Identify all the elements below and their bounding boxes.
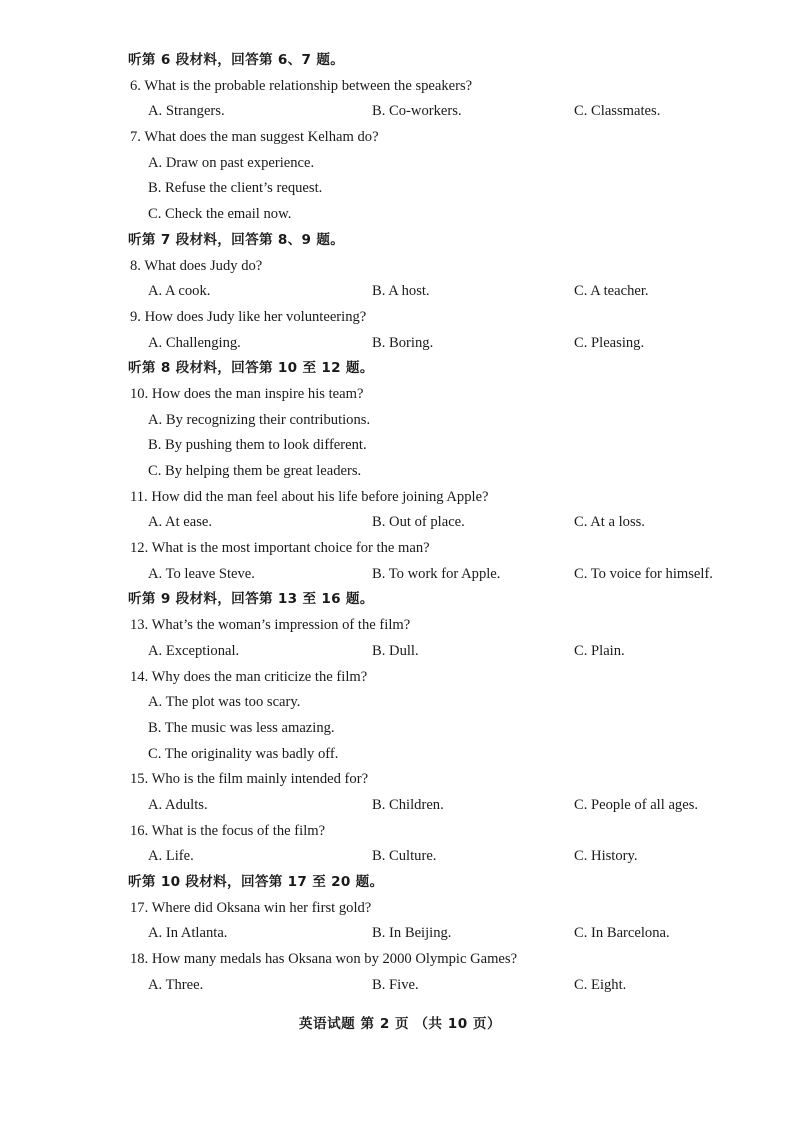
option-13a: A. Exceptional. [148, 642, 240, 659]
question-list [0, 48, 800, 998]
options-16 [0, 844, 800, 870]
question-13: 13. What’s the woman’s impression of the film? [130, 617, 411, 634]
option-7b: B. Refuse the client’s request. [148, 180, 323, 197]
option-12b: B. To work for Apple. [372, 565, 501, 582]
options-11 [0, 510, 800, 536]
option-14c: C. The originality was badly off. [148, 745, 339, 762]
options-8 [0, 279, 800, 305]
option-12c: C. To voice for himself. [574, 565, 713, 582]
question-9: 9. How does Judy like her volunteering? [130, 308, 367, 325]
option-9a: A. Challenging. [148, 334, 241, 351]
options-17 [0, 921, 800, 947]
page-footer: 英语试题 第 2 页 （共 10 页） [298, 1016, 502, 1032]
options-6 [0, 99, 800, 125]
question-6: 6. What is the probable relationship between the speakers? [130, 77, 473, 94]
option-18b: B. Five. [372, 976, 419, 993]
option-11b: B. Out of place. [372, 514, 465, 531]
option-8b: B. A host. [372, 283, 430, 300]
options-12 [0, 562, 800, 588]
option-7c: C. Check the email now. [148, 206, 292, 223]
section-heading-6: 听第 6 段材料，回答第 6、7 题。 [128, 52, 345, 68]
option-16b: B. Culture. [372, 848, 437, 865]
question-15: 15. Who is the film mainly intended for? [130, 771, 369, 788]
section-heading-9: 听第 9 段材料，回答第 13 至 16 题。 [128, 591, 374, 608]
question-16: 16. What is the focus of the film? [130, 822, 326, 839]
option-16a: A. Life. [148, 848, 194, 865]
section-heading-7: 听第 7 段材料，回答第 8、9 题。 [128, 231, 345, 248]
question-12: 12. What is the most important choice for the man? [130, 540, 430, 557]
options-13 [0, 639, 800, 665]
option-7a: A. Draw on past experience. [148, 154, 315, 171]
option-9c: C. Pleasing. [574, 334, 645, 351]
option-17c: C. In Barcelona. [574, 925, 670, 942]
question-10: 10. How does the man inspire his team? [130, 385, 364, 402]
option-10a: A. By recognizing their contributions. [148, 411, 371, 428]
option-6b: B. Co-workers. [372, 103, 462, 120]
option-15a: A. Adults. [148, 796, 208, 813]
option-13c: C. Plain. [574, 642, 625, 659]
option-15b: B. Children. [372, 796, 444, 813]
option-14a: A. The plot was too scary. [148, 694, 301, 711]
question-14: 14. Why does the man criticize the film? [130, 668, 368, 685]
option-17a: A. In Atlanta. [148, 925, 228, 942]
option-13b: B. Dull. [372, 642, 419, 659]
question-7: 7. What does the man suggest Kelham do? [130, 129, 379, 146]
option-11c: C. At a loss. [574, 514, 645, 531]
question-11: 11. How did the man feel about his life before joining Apple? [130, 488, 489, 505]
option-17b: B. In Beijing. [372, 925, 452, 942]
question-8: 8. What does Judy do? [130, 257, 263, 274]
question-18: 18. How many medals has Oksana won by 2000 Olympic Games? [130, 951, 518, 968]
option-16c: C. History. [574, 848, 638, 865]
option-10c: C. By helping them be great leaders. [148, 463, 362, 479]
option-18c: C. Eight. [574, 976, 627, 993]
option-18a: A. Three. [148, 976, 204, 993]
option-8c: C. A teacher. [574, 283, 649, 300]
option-14b: B. The music was less amazing. [148, 719, 335, 736]
option-12a: A. To leave Steve. [148, 565, 255, 582]
section-heading-8: 听第 8 段材料，回答第 10 至 12 题。 [128, 360, 374, 377]
options-15 [0, 793, 800, 819]
options-18 [0, 973, 800, 999]
option-11a: A. At ease. [148, 514, 213, 531]
option-9b: B. Boring. [372, 334, 434, 351]
option-6c: C. Classmates. [574, 103, 661, 120]
options-9 [0, 331, 800, 357]
option-10b: B. By pushing them to look different. [148, 437, 367, 454]
question-17: 17. Where did Oksana win her first gold? [130, 899, 372, 916]
option-8a: A. A cook. [148, 283, 211, 300]
option-6a: A. Strangers. [148, 103, 225, 120]
option-15c: C. People of all ages. [574, 796, 699, 813]
section-heading-10: 听第 10 段材料，回答第 17 至 20 题。 [128, 874, 384, 890]
